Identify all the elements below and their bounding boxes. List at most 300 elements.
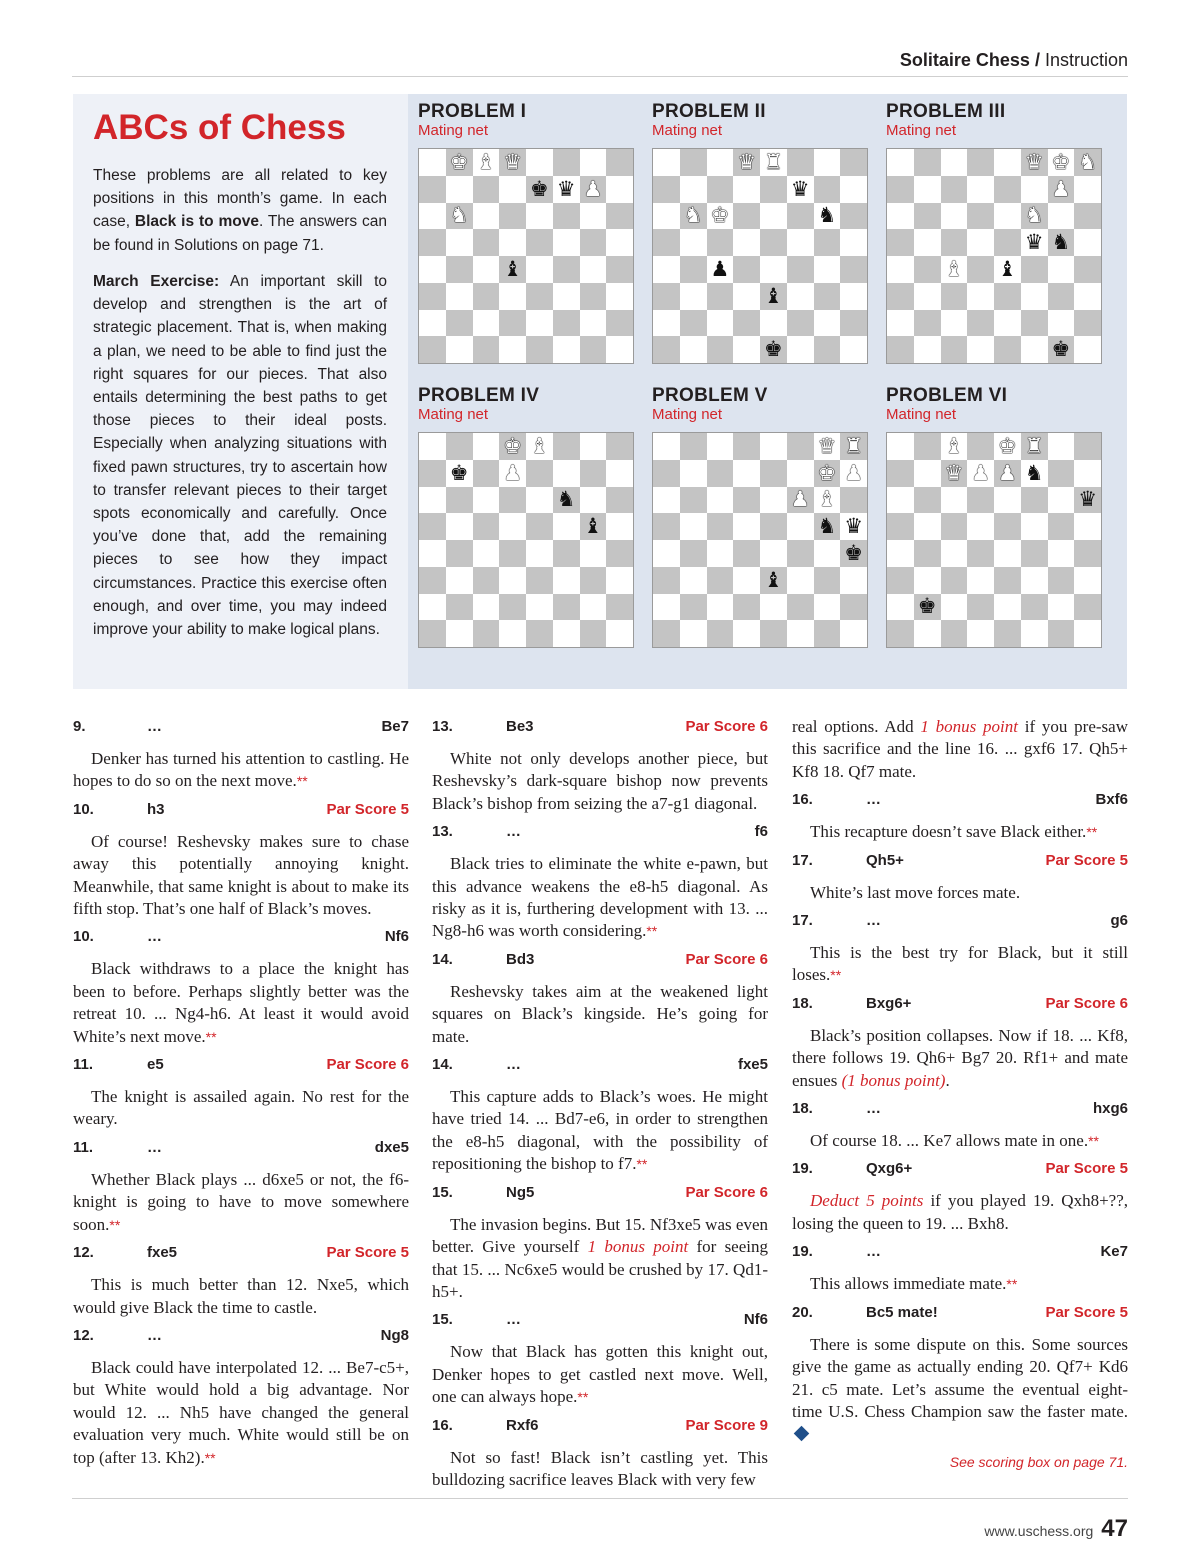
move-number: 20. (792, 1303, 813, 1321)
board-square (840, 336, 867, 363)
board-square (553, 433, 580, 460)
black-reply: f6 (754, 823, 768, 841)
move-heading (792, 1241, 1128, 1263)
board-square (526, 594, 553, 621)
move-comment (73, 1086, 409, 1131)
board-square (760, 336, 787, 363)
par-stars: ** (636, 1156, 648, 1173)
comment-text-a: The invasion begins. But 15. Nf3xe5 was even better. Give yourself (432, 1214, 768, 1257)
white-queen-icon: ♛ (737, 149, 757, 174)
board-square (707, 310, 734, 337)
board-square (680, 513, 707, 540)
move-notation: … (866, 1100, 881, 1118)
board-square (580, 176, 607, 203)
move-heading (73, 926, 409, 948)
board-square (473, 203, 500, 230)
board-square (914, 256, 941, 283)
move-notation: … (147, 718, 162, 735)
board-square (840, 433, 867, 460)
move-heading (73, 799, 409, 821)
black-queen-icon: ♛ (556, 176, 576, 201)
board-square (553, 283, 580, 310)
board-square (499, 620, 526, 647)
board-square (941, 540, 968, 567)
black-king-icon: ♚ (844, 540, 864, 565)
move-comment (73, 958, 409, 1048)
move-comment (73, 748, 409, 793)
board-square (1021, 203, 1048, 230)
header-separator: / (1029, 50, 1045, 70)
board-square (473, 433, 500, 460)
par-score: Par Score 6 (685, 718, 768, 735)
board-square (553, 460, 580, 487)
board-square (680, 283, 707, 310)
board-square (419, 620, 446, 647)
white-bishop-icon: ♝ (944, 256, 964, 281)
white-queen-icon: ♛ (503, 149, 523, 174)
board-square (419, 513, 446, 540)
board-square (887, 594, 914, 621)
exercise-text: An important skill to develop and strengthen is the art of strategic placement. That is, when making a plan, we need to be able to find just the right squares for our pieces. That also entails determining the best paths to get those pieces to their ideal posts. Especially when analyzing situations with fixed pawn structures, try to ascertain how to transfer relevant pieces to their target spots economically and carefully. Once you’ve done that, add the remaining pieces to see how they impact circumstances. Practice this exercise often enough, and over time, you may indeed improve your ability to make logical plans. (93, 273, 387, 639)
black-queen-icon: ♛ (1078, 487, 1098, 512)
problem-subtitle: Mating net (418, 122, 489, 139)
board-square (814, 283, 841, 310)
header-section: Solitaire Chess (899, 50, 1030, 70)
par-score: Par Score 6 (685, 1183, 768, 1201)
board-square (967, 229, 994, 256)
exercise-label: March Exercise: (93, 273, 220, 290)
par-stars: ** (646, 923, 658, 940)
board-square (707, 433, 734, 460)
board-square (1074, 487, 1101, 514)
problem-subtitle: Mating net (886, 122, 957, 139)
move-notation: … (506, 1311, 521, 1329)
board-square (553, 594, 580, 621)
comment-text: This is the best try for Black, but it still loses. (792, 943, 1128, 985)
board-square (994, 149, 1021, 176)
move-notation: fxe5 (147, 1244, 178, 1262)
bonus-text: (1 bonus point) (841, 1070, 946, 1090)
board-square (653, 336, 680, 363)
board-square (606, 487, 633, 514)
comment-text-a: Black’s position collapses. Now if 18. ... Kf8, there follows 19. Qh6+ Bg7 20. Rf1+ and mate ensues (792, 1025, 1128, 1090)
board-square (606, 336, 633, 363)
black-queen-icon: ♛ (1024, 230, 1044, 255)
black-reply: Be7 (381, 718, 409, 735)
white-bishop-icon: ♝ (817, 487, 837, 512)
move-number: 14. (432, 1056, 453, 1074)
board-square (653, 283, 680, 310)
board-square (499, 487, 526, 514)
black-bishop-icon: ♝ (583, 514, 603, 539)
board-square (473, 149, 500, 176)
comment-text: This allows immediate mate. (810, 1274, 1007, 1294)
board-square (1074, 433, 1101, 460)
board-square (707, 203, 734, 230)
board-square (787, 176, 814, 203)
board-square (914, 540, 941, 567)
board-square (606, 149, 633, 176)
black-reply: hxg6 (1092, 1100, 1128, 1118)
board-square (733, 540, 760, 567)
board-square (419, 567, 446, 594)
board-square (526, 283, 553, 310)
board-square (787, 433, 814, 460)
move-notation: Be3 (506, 718, 534, 735)
board-square (760, 513, 787, 540)
white-pawn-icon: ♟ (971, 460, 991, 485)
board-square (840, 513, 867, 540)
move-comment (432, 1447, 768, 1492)
board-square (994, 620, 1021, 647)
board-square (1021, 229, 1048, 256)
board-square (840, 256, 867, 283)
chess-board (652, 148, 868, 364)
board-square (680, 336, 707, 363)
board-square (473, 256, 500, 283)
chess-board (886, 432, 1102, 648)
board-square (914, 433, 941, 460)
board-square (553, 310, 580, 337)
board-square (733, 256, 760, 283)
board-square (760, 256, 787, 283)
board-square (1021, 567, 1048, 594)
board-square (580, 487, 607, 514)
board-square (553, 176, 580, 203)
board-square (887, 460, 914, 487)
board-square (1021, 513, 1048, 540)
board-square (1048, 229, 1075, 256)
board-square (887, 229, 914, 256)
board-square (499, 256, 526, 283)
board-square (1021, 283, 1048, 310)
board-square (526, 176, 553, 203)
board-square (967, 149, 994, 176)
board-square (787, 594, 814, 621)
chess-board (418, 148, 634, 364)
board-square (1021, 620, 1048, 647)
board-square (994, 310, 1021, 337)
board-square (814, 620, 841, 647)
intro-bold: Black is to move (134, 213, 259, 231)
black-bishop-icon: ♝ (763, 567, 783, 592)
comment-text-b: . (945, 1070, 950, 1090)
par-score: Par Score 5 (1045, 1160, 1128, 1178)
comment-text: Of course 18. ... Ke7 allows mate in one. (810, 1131, 1089, 1151)
move-heading (792, 850, 1128, 872)
board-square (1074, 460, 1101, 487)
move-notation: … (506, 1056, 521, 1074)
chess-board (886, 148, 1102, 364)
move-notation: … (506, 823, 521, 841)
move-notation: … (866, 912, 881, 930)
par-score: Par Score 6 (326, 1056, 409, 1074)
board-square (887, 433, 914, 460)
board-square (499, 149, 526, 176)
board-square (446, 594, 473, 621)
white-queen-icon: ♛ (944, 460, 964, 485)
march-exercise (93, 270, 387, 641)
board-square (967, 540, 994, 567)
black-reply: Nf6 (384, 928, 409, 946)
white-bishop-icon: ♝ (944, 433, 964, 458)
board-square (814, 460, 841, 487)
board-square (526, 229, 553, 256)
move-number: 11. (73, 1056, 94, 1074)
problem-title: PROBLEM V (652, 385, 768, 406)
board-square (941, 176, 968, 203)
column-3 (792, 710, 1128, 1470)
board-square (580, 256, 607, 283)
par-stars: ** (204, 1449, 216, 1466)
board-square (419, 256, 446, 283)
board-square (606, 283, 633, 310)
board-square (1021, 149, 1048, 176)
move-number: 9. (73, 718, 86, 735)
board-square (553, 203, 580, 230)
problem-subtitle: Mating net (652, 406, 723, 423)
white-knight-icon: ♞ (683, 203, 703, 228)
board-square (499, 594, 526, 621)
move-number: 18. (792, 994, 813, 1012)
board-square (680, 256, 707, 283)
board-square (1048, 620, 1075, 647)
move-notation: Ng5 (506, 1183, 535, 1201)
board-square (1048, 567, 1075, 594)
board-square (814, 540, 841, 567)
board-square (733, 283, 760, 310)
white-queen-icon: ♛ (817, 433, 837, 458)
lead-text-a: real options. Add (792, 717, 921, 736)
page-footer (984, 1515, 1128, 1543)
intro-text-a: These problems are all related to key positions in this month’s game. In each case, (93, 167, 387, 231)
board-square (760, 594, 787, 621)
board-square (814, 567, 841, 594)
board-square (840, 540, 867, 567)
board-square (446, 460, 473, 487)
board-square (914, 567, 941, 594)
board-square (733, 620, 760, 647)
move-comment (73, 831, 409, 921)
board-square (526, 567, 553, 594)
move-number: 13. (432, 718, 453, 735)
board-square (580, 433, 607, 460)
board-square (553, 540, 580, 567)
board-square (553, 620, 580, 647)
board-square (446, 283, 473, 310)
par-score: Par Score 9 (685, 1416, 768, 1434)
problem-6 (886, 386, 1102, 648)
board-square (733, 149, 760, 176)
board-square (526, 487, 553, 514)
board-square (446, 540, 473, 567)
move-heading (792, 910, 1128, 932)
move-notation: Rxf6 (506, 1416, 539, 1434)
par-stars: ** (109, 1216, 121, 1233)
board-square (707, 283, 734, 310)
board-square (419, 176, 446, 203)
board-square (580, 283, 607, 310)
black-reply: g6 (1110, 912, 1128, 930)
board-square (580, 460, 607, 487)
board-square (760, 540, 787, 567)
board-square (553, 567, 580, 594)
move-number: 15. (432, 1183, 453, 1201)
board-square (914, 229, 941, 256)
board-square (814, 176, 841, 203)
board-square (840, 203, 867, 230)
white-pawn-icon: ♟ (503, 460, 523, 485)
move-heading (432, 1182, 768, 1204)
par-score: Par Score 5 (1045, 1303, 1128, 1321)
board-square (526, 620, 553, 647)
board-square (1021, 336, 1048, 363)
board-square (499, 283, 526, 310)
board-square (760, 203, 787, 230)
board-square (994, 256, 1021, 283)
board-square (787, 460, 814, 487)
board-square (1048, 540, 1075, 567)
move-number: 19. (792, 1243, 813, 1261)
board-square (941, 203, 968, 230)
board-square (994, 229, 1021, 256)
board-square (446, 149, 473, 176)
board-square (419, 336, 446, 363)
lead-text-b: if you pre-saw this sacrifice and the line 16. ... gxf6 17. Qh5+ Kf8 18. Qf7 mate. (792, 717, 1128, 781)
comment-text: White not only develops another piece, but Reshevsky’s dark-square bishop now prevents Black’s bishop from seizing the a7-g1 diagonal. (432, 749, 768, 813)
board-square (887, 149, 914, 176)
board-square (526, 256, 553, 283)
board-square (941, 283, 968, 310)
move-heading (73, 1325, 409, 1347)
board-square (553, 513, 580, 540)
board-square (446, 620, 473, 647)
bonus-text: Deduct 5 points (810, 1191, 924, 1211)
board-square (606, 540, 633, 567)
board-square (553, 487, 580, 514)
par-stars: ** (577, 1389, 589, 1406)
move-comment (432, 1214, 768, 1304)
board-square (1074, 176, 1101, 203)
move-comment (73, 1169, 409, 1236)
par-stars: ** (1088, 1133, 1099, 1150)
move-heading (73, 1242, 409, 1264)
board-square (967, 513, 994, 540)
board-square (1048, 513, 1075, 540)
move-comment (432, 853, 768, 943)
board-square (994, 540, 1021, 567)
problem-3 (886, 102, 1102, 364)
par-score: Par Score 5 (1045, 851, 1128, 869)
board-square (1021, 540, 1048, 567)
board-square (580, 540, 607, 567)
move-number: 12. (73, 1244, 94, 1262)
move-notation: … (147, 1138, 162, 1156)
move-notation: Bd3 (506, 950, 535, 968)
white-king-icon: ♚ (449, 149, 469, 174)
black-pawn-icon: ♟ (710, 256, 730, 281)
board-square (914, 460, 941, 487)
board-square (1021, 594, 1048, 621)
board-square (760, 567, 787, 594)
board-square (653, 229, 680, 256)
board-square (967, 256, 994, 283)
white-knight-icon: ♞ (449, 203, 469, 228)
board-square (526, 460, 553, 487)
page-header (72, 50, 1128, 77)
problem-5 (652, 386, 868, 648)
board-square (941, 594, 968, 621)
board-square (733, 203, 760, 230)
board-square (499, 513, 526, 540)
board-square (499, 310, 526, 337)
board-square (967, 283, 994, 310)
board-square (707, 229, 734, 256)
white-pawn-icon: ♟ (583, 176, 603, 201)
black-reply: Nf6 (743, 1311, 768, 1329)
board-square (680, 310, 707, 337)
board-square (473, 487, 500, 514)
move-notation: … (866, 1243, 881, 1261)
comment-text: Whether Black plays ... d6xe5 or not, the f6-knight is going to have to move somewhere soon. (73, 1169, 409, 1234)
move-heading (73, 1137, 409, 1159)
board-square (967, 460, 994, 487)
board-square (787, 256, 814, 283)
problem-subtitle: Mating net (652, 122, 723, 139)
board-square (994, 594, 1021, 621)
par-stars: ** (1086, 824, 1098, 841)
board-square (473, 460, 500, 487)
board-square (914, 594, 941, 621)
board-square (1074, 594, 1101, 621)
board-square (707, 513, 734, 540)
abc-title: ABCs of Chess (93, 108, 346, 147)
board-square (707, 149, 734, 176)
page-number: 47 (1101, 1515, 1128, 1542)
move-comment (432, 1086, 768, 1176)
board-square (887, 256, 914, 283)
black-knight-icon: ♞ (817, 514, 837, 539)
board-square (680, 203, 707, 230)
board-square (499, 203, 526, 230)
board-square (967, 336, 994, 363)
black-reply: Ke7 (1100, 1243, 1128, 1261)
board-square (499, 540, 526, 567)
par-score: Par Score 6 (685, 950, 768, 968)
board-square (419, 149, 446, 176)
board-square (473, 336, 500, 363)
move-notation: h3 (147, 800, 165, 818)
board-square (553, 229, 580, 256)
board-square (941, 256, 968, 283)
comment-text: The knight is assailed again. No rest for the weary. (73, 1087, 409, 1129)
comment-text: This recapture doesn’t save Black either. (810, 822, 1087, 842)
board-square (787, 540, 814, 567)
board-square (1048, 594, 1075, 621)
white-king-icon: ♚ (997, 433, 1017, 458)
board-square (653, 567, 680, 594)
board-square (994, 513, 1021, 540)
board-square (606, 567, 633, 594)
board-square (1074, 513, 1101, 540)
board-square (787, 620, 814, 647)
board-square (840, 594, 867, 621)
board-square (840, 487, 867, 514)
bonus-text: 1 bonus point (920, 717, 1019, 736)
move-comment (792, 882, 1128, 904)
board-square (787, 310, 814, 337)
board-square (419, 460, 446, 487)
